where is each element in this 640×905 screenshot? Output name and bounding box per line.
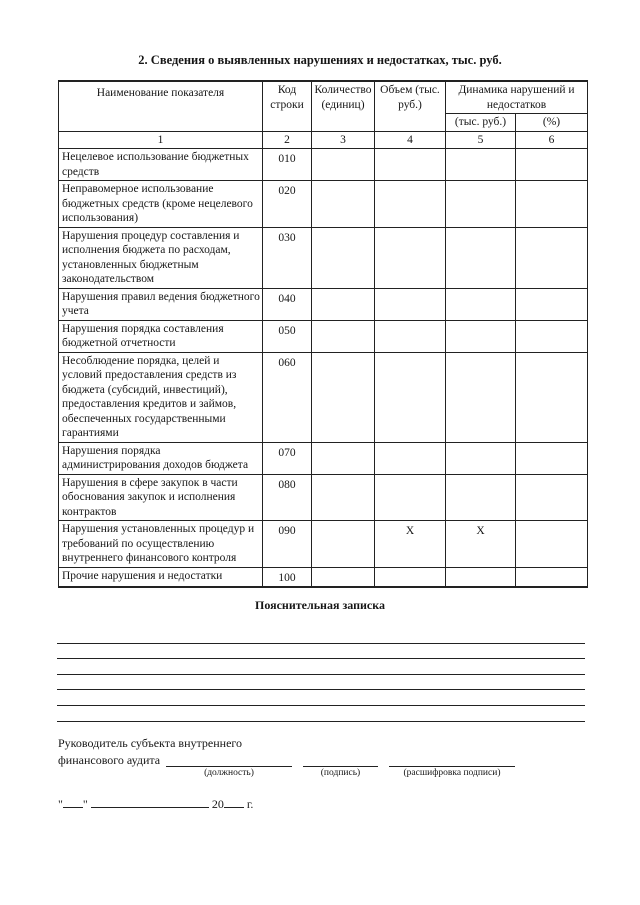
year-field[interactable] bbox=[224, 795, 244, 808]
row-volume[interactable] bbox=[375, 288, 446, 320]
note-line[interactable] bbox=[57, 643, 585, 644]
row-quantity[interactable] bbox=[312, 474, 375, 521]
note-line[interactable] bbox=[57, 721, 585, 722]
header-name: Наименование показателя bbox=[59, 81, 263, 131]
row-quantity[interactable] bbox=[312, 227, 375, 288]
row-dynamics-pct[interactable] bbox=[516, 521, 588, 568]
row-dynamics-rub[interactable] bbox=[446, 352, 516, 442]
row-code: 070 bbox=[263, 442, 312, 474]
signature-decoding-caption: (расшифровка подписи) bbox=[403, 768, 501, 778]
row-volume[interactable] bbox=[375, 567, 446, 587]
row-quantity[interactable] bbox=[312, 567, 375, 587]
violations-table bbox=[58, 80, 588, 588]
month-field[interactable] bbox=[91, 795, 209, 808]
column-number: 6 bbox=[516, 131, 588, 149]
row-dynamics-rub[interactable] bbox=[446, 181, 516, 228]
row-dynamics-pct[interactable] bbox=[516, 320, 588, 352]
note-line[interactable] bbox=[57, 674, 585, 675]
table-row bbox=[59, 352, 588, 442]
signature-field[interactable] bbox=[303, 766, 378, 767]
header-quantity: Количество (единиц) bbox=[312, 81, 375, 131]
row-dynamics-rub[interactable] bbox=[446, 442, 516, 474]
row-dynamics-pct[interactable] bbox=[516, 149, 588, 181]
row-dynamics-rub[interactable] bbox=[446, 474, 516, 521]
signature-label: Руководитель субъекта внутреннего финансового аудита bbox=[58, 736, 243, 767]
row-quantity[interactable] bbox=[312, 442, 375, 474]
row-volume[interactable] bbox=[375, 320, 446, 352]
column-number: 5 bbox=[446, 131, 516, 149]
column-numbers-row bbox=[59, 131, 588, 149]
row-dynamics-rub[interactable] bbox=[446, 288, 516, 320]
date-quote-close: " bbox=[82, 797, 88, 811]
row-dynamics-rub[interactable] bbox=[446, 227, 516, 288]
row-name: Нарушения правил ведения бюджетного учета bbox=[59, 288, 263, 320]
header-dynamics-pct: (%) bbox=[516, 114, 588, 132]
table-row bbox=[59, 474, 588, 521]
section-title: 2. Сведения о выявленных нарушениях и недостатках, тыс. руб. bbox=[138, 53, 502, 67]
signature-caption: (подпись) bbox=[320, 768, 361, 778]
row-code: 080 bbox=[263, 474, 312, 521]
row-name: Прочие нарушения и недостатки bbox=[59, 567, 263, 587]
note-line[interactable] bbox=[57, 705, 585, 706]
row-dynamics-rub[interactable] bbox=[446, 149, 516, 181]
row-dynamics-pct[interactable] bbox=[516, 288, 588, 320]
table-row bbox=[59, 567, 588, 587]
table-row bbox=[59, 149, 588, 181]
row-name: Неправомерное использование бюджетных средств (кроме нецелевого использования) bbox=[59, 181, 263, 228]
table-row bbox=[59, 320, 588, 352]
row-volume[interactable] bbox=[375, 442, 446, 474]
row-dynamics-pct[interactable] bbox=[516, 442, 588, 474]
row-quantity[interactable] bbox=[312, 181, 375, 228]
signature-decoding-field[interactable] bbox=[389, 766, 515, 767]
row-volume[interactable] bbox=[375, 352, 446, 442]
date-line bbox=[58, 795, 253, 812]
row-code: 040 bbox=[263, 288, 312, 320]
table-row bbox=[59, 442, 588, 474]
row-dynamics-rub[interactable] bbox=[446, 320, 516, 352]
row-name: Нарушения порядка составления бюджетной отчетности bbox=[59, 320, 263, 352]
table-row bbox=[59, 521, 588, 568]
row-code: 060 bbox=[263, 352, 312, 442]
column-number: 1 bbox=[59, 131, 263, 149]
row-volume[interactable] bbox=[375, 181, 446, 228]
row-quantity[interactable] bbox=[312, 288, 375, 320]
header-code: Код строки bbox=[263, 81, 312, 131]
row-name: Нарушения порядка администрирования доходов бюджета bbox=[59, 442, 263, 474]
row-name: Несоблюдение порядка, целей и условий предоставления средств из бюджета (субсидий, инвестиций), предоставления кредитов и займов, обеспеченных государственными гарантиями bbox=[59, 352, 263, 442]
position-field[interactable] bbox=[166, 766, 292, 767]
row-volume[interactable] bbox=[375, 474, 446, 521]
row-name: Нарушения установленных процедур и требований по осуществлению внутреннего финансового контроля bbox=[59, 521, 263, 568]
row-name: Нецелевое использование бюджетных средств bbox=[59, 149, 263, 181]
row-dynamics-rub[interactable] bbox=[446, 567, 516, 587]
note-line[interactable] bbox=[57, 689, 585, 690]
row-quantity[interactable] bbox=[312, 352, 375, 442]
table-row bbox=[59, 227, 588, 288]
row-quantity[interactable] bbox=[312, 521, 375, 568]
row-code: 010 bbox=[263, 149, 312, 181]
date-quote-open: " bbox=[58, 797, 63, 811]
table-row bbox=[59, 288, 588, 320]
row-volume[interactable] bbox=[375, 149, 446, 181]
column-number: 2 bbox=[263, 131, 312, 149]
header-dynamics-rub: (тыс. руб.) bbox=[446, 114, 516, 132]
row-dynamics-pct[interactable] bbox=[516, 567, 588, 587]
row-dynamics-pct[interactable] bbox=[516, 181, 588, 228]
year-prefix: 20 bbox=[211, 797, 224, 811]
note-line[interactable] bbox=[57, 658, 585, 659]
row-name: Нарушения в сфере закупок в части обоснования закупок и исполнения контрактов bbox=[59, 474, 263, 521]
table-row bbox=[59, 181, 588, 228]
row-name: Нарушения процедур составления и исполнения бюджета по расходам, установленных бюджетным законодательством bbox=[59, 227, 263, 288]
row-code: 050 bbox=[263, 320, 312, 352]
row-dynamics-rub[interactable]: X bbox=[446, 521, 516, 568]
header-volume: Объем (тыс. руб.) bbox=[375, 81, 446, 131]
row-code: 020 bbox=[263, 181, 312, 228]
row-code: 030 bbox=[263, 227, 312, 288]
column-number: 4 bbox=[375, 131, 446, 149]
year-suffix: г. bbox=[246, 797, 254, 811]
note-title: Пояснительная записка bbox=[254, 598, 385, 612]
row-code: 100 bbox=[263, 567, 312, 587]
position-caption: (должность) bbox=[204, 768, 254, 778]
day-field[interactable] bbox=[63, 795, 83, 808]
row-volume[interactable] bbox=[375, 227, 446, 288]
row-volume[interactable]: X bbox=[375, 521, 446, 568]
row-dynamics-pct[interactable] bbox=[516, 227, 588, 288]
row-quantity[interactable] bbox=[312, 149, 375, 181]
row-quantity[interactable] bbox=[312, 320, 375, 352]
row-dynamics-pct[interactable] bbox=[516, 352, 588, 442]
column-number: 3 bbox=[312, 131, 375, 149]
row-dynamics-pct[interactable] bbox=[516, 474, 588, 521]
header-dynamics: Динамика нарушений и недостатков bbox=[446, 81, 588, 114]
row-code: 090 bbox=[263, 521, 312, 568]
